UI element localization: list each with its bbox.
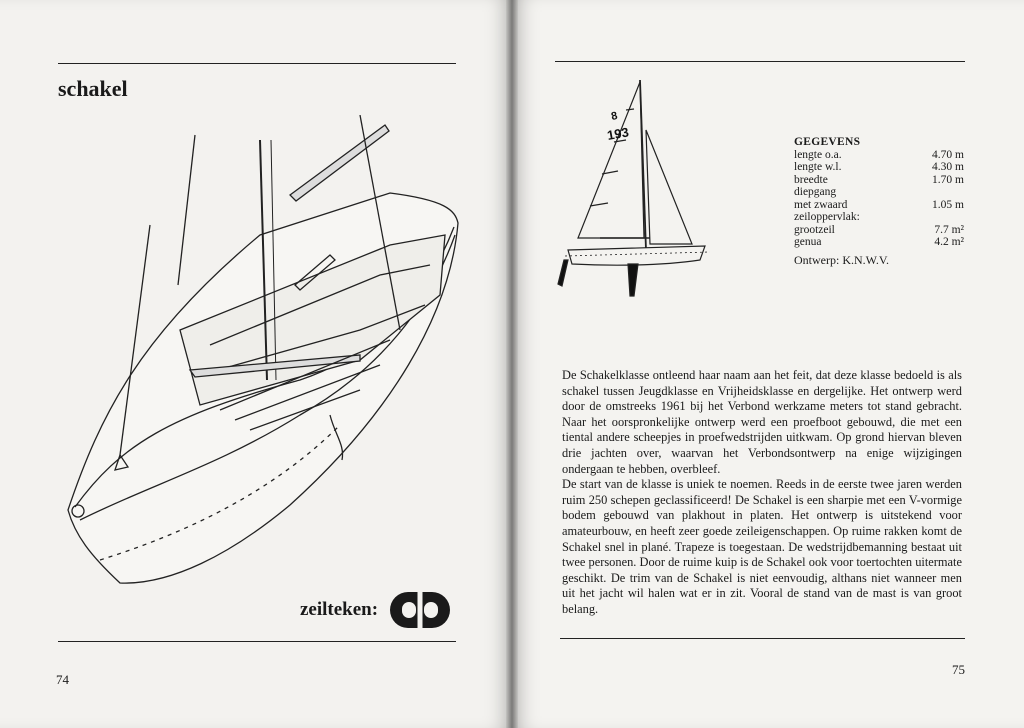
class-emblem bbox=[300, 590, 452, 630]
chain-link-icon bbox=[388, 590, 452, 630]
designer-credit: Ontwerp: K.N.W.V. bbox=[794, 252, 889, 267]
top-rule-right bbox=[555, 61, 965, 62]
spec-label: genua bbox=[794, 236, 822, 248]
specs-table bbox=[794, 136, 964, 266]
paragraph: De start van de klasse is uniek te noemen. Reeds in de eerste twee jaren werden ruim 250 schepen geclassificeerd! De Schakel is een sharpie met een V-vormige bodem gebouwd van plakhout in platen. Het ontwerp is uitstekend voor amateurbouw, en heeft zeer goede zeileigenschappen. Op ruime rakken komt de Schakel snel in plané. Trapeze is toegestaan. De wedstrijdbemanning bestaat uit twee personen. Door de ruime kuip is de Schakel ook voor toertochten uitermate geschikt. De trim van de Schakel is niet eenvoudig, althans niet wanneer men uit het jacht wil halen wat er in zit. Vooral de stand van de mast is van groot belang. bbox=[562, 477, 962, 616]
spec-label: lengte w.l. bbox=[794, 161, 842, 173]
spec-value: 4.30 m bbox=[932, 161, 964, 173]
spec-value: 4.70 m bbox=[932, 148, 964, 161]
spec-value: 4.2 m² bbox=[934, 236, 964, 248]
spec-row bbox=[794, 186, 964, 199]
spec-row bbox=[794, 236, 964, 249]
bottom-rule-left bbox=[58, 641, 456, 642]
top-rule-left bbox=[58, 63, 456, 64]
spec-label: grootzeil bbox=[794, 223, 835, 236]
article-body bbox=[562, 368, 962, 618]
spec-value: 1.70 m bbox=[932, 173, 964, 186]
bottom-rule-right bbox=[560, 638, 965, 639]
paragraph: De Schakelklasse ontleend haar naam aan het feit, dat deze klasse bedoeld is als schakel tussen Jeugdklasse en Vrijheidsklasse en dergelijke. Het ontwerp werd door de omstreeks 1961 bij het Verbond werkzame meters tot stand gebracht. Naar het oorspronkelijke ontwerp werd een proefboot gebouwd, die met een tiental andere scheepjes in proefwedstrijden uitkwam. Op grond hiervan bleven drie jachten over, waarvan het Verbondsontwerp na enige wijzigingen ondergaan te hebben, overbleef. bbox=[562, 368, 962, 476]
spec-value: 1.05 m bbox=[932, 198, 964, 211]
page-number-right: 75 bbox=[952, 662, 965, 677]
spec-row bbox=[794, 149, 964, 162]
spec-label: lengte o.a. bbox=[794, 148, 842, 161]
specs-heading: GEGEVENS bbox=[794, 136, 861, 148]
boat-illustration bbox=[60, 115, 470, 595]
spec-label: diepgang bbox=[794, 186, 837, 198]
spec-label: zeiloppervlak: bbox=[794, 211, 860, 223]
spec-label: breedte bbox=[794, 173, 828, 186]
sail-plan-illustration bbox=[550, 78, 715, 298]
spec-row bbox=[794, 199, 964, 212]
spec-value: 7.7 m² bbox=[934, 223, 964, 236]
spec-row bbox=[794, 211, 964, 224]
spec-row bbox=[794, 224, 964, 237]
spec-row bbox=[794, 161, 964, 174]
page-number-left: 74 bbox=[56, 672, 69, 687]
sail-number: 193 bbox=[605, 124, 630, 143]
book-gutter bbox=[506, 0, 518, 728]
page-title: schakel bbox=[58, 76, 128, 101]
spec-label: met zwaard bbox=[794, 198, 848, 211]
emblem-label: zeilteken: bbox=[300, 599, 379, 620]
sail-number-top: 8 bbox=[610, 109, 619, 123]
spec-row bbox=[794, 174, 964, 187]
